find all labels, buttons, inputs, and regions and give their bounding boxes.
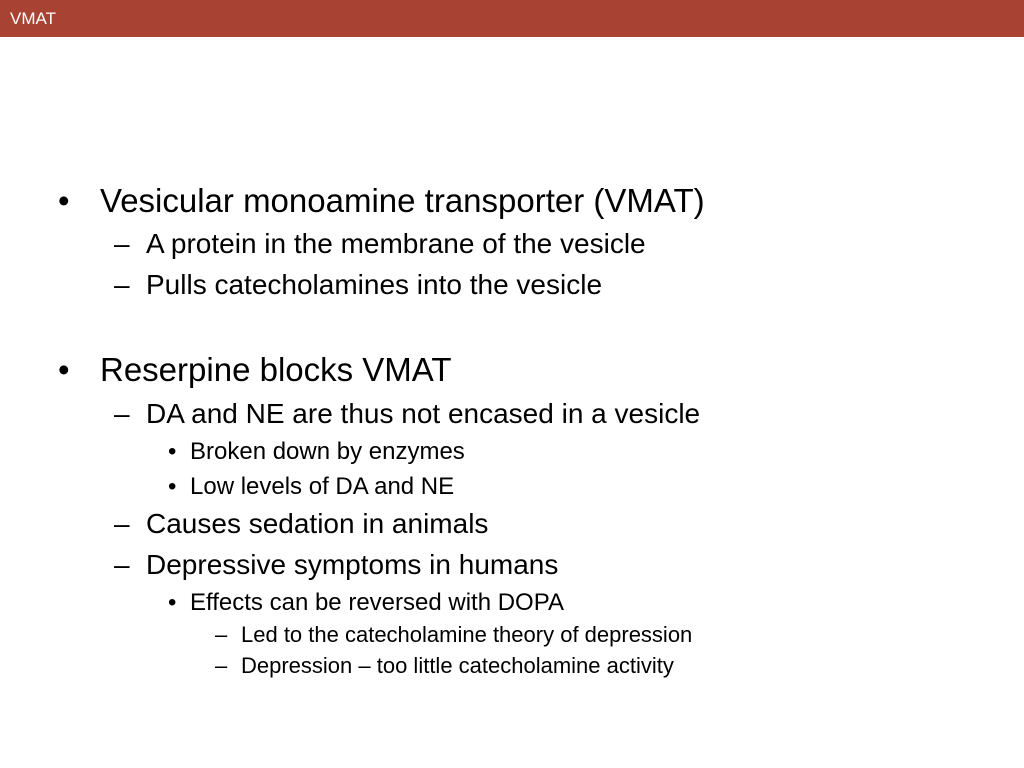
- bullet-item: [168, 589, 564, 617]
- bullet-text: DA and NE are thus not encased in a vesicle: [146, 398, 701, 429]
- bullet-item: [114, 228, 646, 260]
- bullet-text: Vesicular monoamine transporter (VMAT): [100, 182, 705, 219]
- bullet-text: Depression – too little catecholamine activity: [241, 653, 674, 678]
- bullet-marker: •: [168, 473, 177, 500]
- bullet-item: [215, 622, 693, 648]
- bullet-item: [114, 269, 603, 301]
- dash-marker: –: [215, 622, 228, 647]
- bullet-text: Causes sedation in animals: [146, 508, 489, 539]
- bullet-item: [58, 182, 705, 220]
- dash-marker: –: [114, 269, 130, 300]
- dash-marker: –: [114, 228, 130, 259]
- dash-marker: –: [114, 549, 130, 580]
- bullet-text: Depressive symptoms in humans: [146, 549, 559, 580]
- bullet-item: [168, 438, 465, 466]
- bullet-item: [215, 653, 674, 679]
- bullet-item: [58, 351, 452, 389]
- bullet-text: Low levels of DA and NE: [190, 473, 455, 500]
- dash-marker: –: [114, 508, 130, 539]
- bullet-text: Effects can be reversed with DOPA: [190, 589, 564, 616]
- bullet-text: Pulls catecholamines into the vesicle: [146, 269, 603, 300]
- bullet-marker: •: [168, 438, 177, 465]
- bullet-marker: •: [58, 182, 70, 219]
- dash-marker: –: [114, 398, 130, 429]
- bullet-item: [114, 398, 701, 430]
- title-bar: [0, 0, 1024, 37]
- bullet-marker: •: [168, 589, 177, 616]
- bullet-item: [114, 508, 489, 540]
- dash-marker: –: [215, 653, 228, 678]
- bullet-text: Led to the catecholamine theory of depression: [241, 622, 693, 647]
- bullet-text: A protein in the membrane of the vesicle: [146, 228, 646, 259]
- bullet-marker: •: [58, 351, 70, 388]
- bullet-item: [168, 473, 455, 501]
- slide-title: VMAT: [10, 9, 56, 28]
- bullet-text: Broken down by enzymes: [190, 438, 465, 465]
- bullet-text: Reserpine blocks VMAT: [100, 351, 452, 388]
- bullet-item: [114, 549, 559, 581]
